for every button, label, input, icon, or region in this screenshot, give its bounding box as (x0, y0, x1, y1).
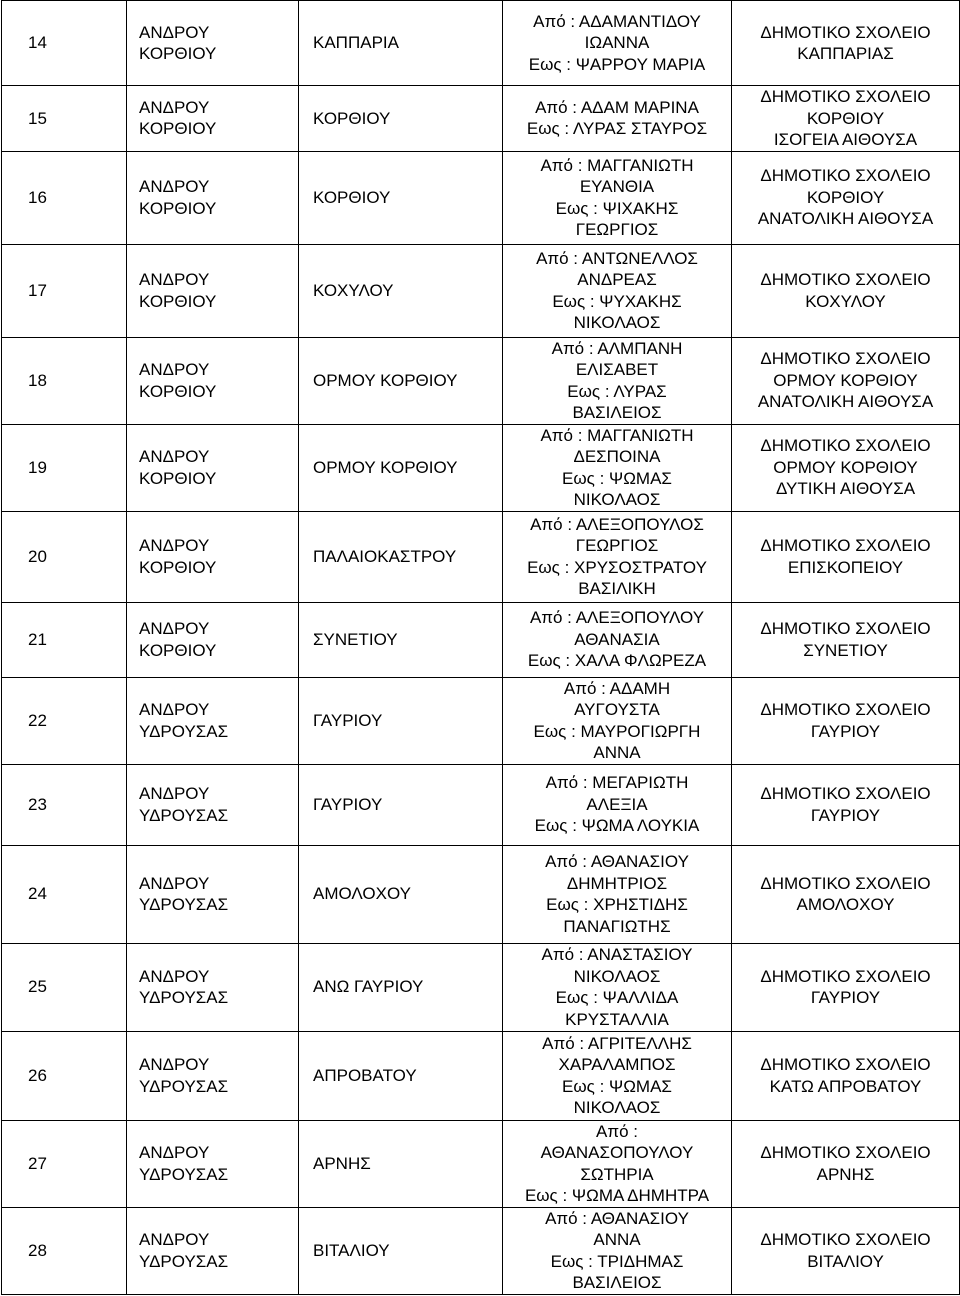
area-cell (299, 424, 503, 511)
polling-location-cell (732, 845, 960, 943)
polling-location-cell (732, 337, 960, 424)
surname-range-line: Από : ΑΓΡΙΤΕΛΛΗΣ (542, 1033, 692, 1053)
surname-range-cell (503, 244, 732, 337)
row-number: 14 (28, 33, 47, 53)
row-number: 26 (28, 1065, 47, 1085)
district-line: ΥΔΡΟΥΣΑΣ (139, 988, 229, 1007)
surname-range-line: Εως : ΨΙΧΑΚΗΣ (555, 198, 679, 218)
surname-range-line: Από : ΑΛΕΞΟΠΟΥΛΟΥ (529, 608, 705, 628)
surname-range-line: ΝΙΚΟΛΑΟΣ (573, 1098, 661, 1117)
area-name: ΟΡΜΟΥ ΚΟΡΘΙΟΥ (313, 457, 458, 477)
surname-range-line: ΒΑΣΙΛΙΚΗ (578, 579, 656, 598)
row-number-cell (2, 424, 127, 511)
row-number-cell (2, 1, 127, 86)
area-cell (299, 677, 503, 764)
row-number-cell (2, 943, 127, 1031)
district-line: ΚΟΡΘΙΟΥ (139, 291, 217, 311)
row-number-cell (2, 1207, 127, 1294)
area-cell (299, 151, 503, 244)
row-number: 19 (28, 457, 47, 477)
district-line: ΥΔΡΟΥΣΑΣ (139, 721, 229, 741)
surname-range-line: ΑΝΝΑ (593, 1230, 641, 1249)
table-row (2, 602, 960, 677)
polling-location-cell (732, 151, 960, 244)
surname-range-cell (503, 845, 732, 943)
district-cell (127, 943, 299, 1031)
row-number-cell (2, 1120, 127, 1207)
surname-range-line: ΚΡΥΣΤΑΛΛΙΑ (565, 1009, 669, 1029)
area-name: ΓΑΥΡΙΟΥ (313, 794, 383, 814)
surname-range-line: ΝΙΚΟΛΑΟΣ (573, 966, 661, 986)
polling-location-line: ΑΝΑΤΟΛΙΚΗ ΑΙΘΟΥΣΑ (757, 392, 934, 412)
district-line: ΑΝΔΡΟΥ (139, 700, 210, 719)
surname-range-line: Από : ΑΛΜΠΑΝΗ (551, 338, 683, 358)
row-number-cell (2, 764, 127, 845)
area-cell (299, 764, 503, 845)
table-row (2, 424, 960, 511)
polling-location-cell (732, 1207, 960, 1294)
surname-range-cell (503, 337, 732, 424)
table-row (2, 1, 960, 86)
surname-range-cell (503, 602, 732, 677)
polling-stations-table (1, 0, 960, 1295)
row-number: 24 (28, 884, 47, 904)
table-row (2, 845, 960, 943)
polling-location-line: ΑΝΑΤΟΛΙΚΗ ΑΙΘΟΥΣΑ (757, 209, 934, 229)
district-cell (127, 244, 299, 337)
row-number-cell (2, 511, 127, 602)
row-number: 23 (28, 794, 47, 814)
district-cell (127, 1031, 299, 1120)
surname-range-line: Εως : ΨΩΜΑ ΔΗΜΗΤΡΑ (524, 1186, 710, 1205)
area-name: ΑΝΩ ΓΑΥΡΙΟΥ (313, 977, 424, 997)
row-number: 18 (28, 370, 47, 390)
surname-range-line: ΑΝΝΑ (593, 743, 641, 762)
surname-range-cell (503, 151, 732, 244)
polling-location-cell (732, 1031, 960, 1120)
polling-location-line: ΔΗΜΟΤΙΚΟ ΣΧΟΛΕΙΟ (760, 619, 931, 638)
district-line: ΑΝΔΡΟΥ (139, 784, 210, 803)
surname-range-cell (503, 1, 732, 86)
district-line: ΑΝΔΡΟΥ (139, 447, 210, 466)
row-number: 27 (28, 1153, 47, 1173)
district-cell (127, 1, 299, 86)
surname-range-line: Εως : ΛΥΡΑΣ ΣΤΑΥΡΟΣ (526, 119, 708, 139)
area-cell (299, 602, 503, 677)
district-cell (127, 86, 299, 152)
surname-range-line: Εως : ΜΑΥΡΟΓΙΩΡΓΗ (533, 721, 701, 741)
area-cell (299, 1120, 503, 1207)
surname-range-line: ΑΛΕΞΙΑ (586, 794, 648, 814)
district-cell (127, 1120, 299, 1207)
area-cell (299, 1, 503, 86)
surname-range-line: ΒΑΣΙΛΕΙΟΣ (572, 1273, 662, 1292)
polling-location-cell (732, 1120, 960, 1207)
surname-range-line: Από : ΜΑΓΓΑΝΙΩΤΗ (540, 425, 694, 445)
table-row (2, 511, 960, 602)
polling-location-line: ΒΙΤΑΛΙΟΥ (807, 1251, 884, 1271)
area-cell (299, 1207, 503, 1294)
polling-location-cell (732, 677, 960, 764)
district-line: ΥΔΡΟΥΣΑΣ (139, 1076, 229, 1096)
polling-location-line: ΚΟΧΥΛΟΥ (805, 291, 886, 311)
surname-range-line: Εως : ΛΥΡΑΣ (567, 381, 667, 401)
polling-location-line: ΕΠΙΣΚΟΠΕΙΟΥ (787, 557, 904, 577)
area-name: ΚΟΡΘΙΟΥ (313, 187, 391, 207)
polling-location-cell (732, 244, 960, 337)
row-number-cell (2, 1031, 127, 1120)
district-line: ΑΝΔΡΟΥ (139, 270, 210, 289)
surname-range-cell (503, 677, 732, 764)
area-name: ΚΟΧΥΛΟΥ (313, 280, 394, 300)
polling-location-cell (732, 602, 960, 677)
surname-range-line: ΑΝΔΡΕΑΣ (577, 270, 657, 289)
area-cell (299, 244, 503, 337)
district-cell (127, 424, 299, 511)
district-line: ΥΔΡΟΥΣΑΣ (139, 1164, 229, 1184)
surname-range-line: Από : ΑΘΑΝΑΣΙΟΥ (545, 852, 689, 871)
surname-range-line: Από : ΑΔΑΜΗ (563, 678, 671, 698)
surname-range-line: Από : ΑΔΑΜ ΜΑΡΙΝΑ (535, 97, 699, 117)
surname-range-line: ΝΙΚΟΛΑΟΣ (573, 490, 661, 509)
row-number: 28 (28, 1240, 47, 1260)
polling-location-line: ΔΗΜΟΤΙΚΟ ΣΧΟΛΕΙΟ (760, 700, 931, 719)
area-name: ΣΥΝΕΤΙΟΥ (313, 629, 398, 649)
table-row (2, 1207, 960, 1294)
polling-location-line: ΔΗΜΟΤΙΚΟ ΣΧΟΛΕΙΟ (760, 1055, 931, 1074)
district-line: ΚΟΡΘΙΟΥ (139, 468, 217, 488)
table-row (2, 244, 960, 337)
row-number-cell (2, 244, 127, 337)
surname-range-line: ΑΘΑΝΑΣΙΑ (574, 629, 660, 649)
district-cell (127, 337, 299, 424)
surname-range-line: ΙΩΑΝΝΑ (584, 33, 650, 53)
polling-location-line: ΔΗΜΟΤΙΚΟ ΣΧΟΛΕΙΟ (760, 873, 931, 893)
district-line: ΑΝΔΡΟΥ (139, 1143, 210, 1162)
table-body (2, 1, 960, 1295)
row-number: 20 (28, 546, 47, 566)
surname-range-line: Εως : ΤΡΙΔΗΜΑΣ (550, 1251, 684, 1271)
surname-range-line: Από : ΜΕΓΑΡΙΩΤΗ (545, 773, 689, 793)
polling-location-line: ΔΗΜΟΤΙΚΟ ΣΧΟΛΕΙΟ (760, 784, 931, 803)
row-number: 21 (28, 629, 47, 649)
area-name: ΑΠΡΟΒΑΤΟΥ (313, 1065, 417, 1085)
polling-location-line: ΔΗΜΟΤΙΚΟ ΣΧΟΛΕΙΟ (760, 1143, 931, 1162)
row-number-cell (2, 151, 127, 244)
polling-location-line: ΚΟΡΘΙΟΥ (806, 108, 885, 128)
district-line: ΑΝΔΡΟΥ (139, 619, 210, 638)
polling-location-line: ΓΑΥΡΙΟΥ (810, 988, 881, 1007)
surname-range-cell (503, 511, 732, 602)
polling-location-line: ΓΑΥΡΙΟΥ (810, 805, 881, 825)
polling-location-line: ΔΗΜΟΤΙΚΟ ΣΧΟΛΕΙΟ (760, 1230, 931, 1249)
surname-range-line: Από : (596, 1121, 638, 1141)
district-cell (127, 151, 299, 244)
row-number-cell (2, 602, 127, 677)
table-row (2, 943, 960, 1031)
surname-range-line: ΑΥΓΟΥΣΤΑ (574, 700, 660, 719)
surname-range-cell (503, 764, 732, 845)
polling-location-line: ΑΜΟΛΟΧΟΥ (796, 895, 895, 914)
area-cell (299, 845, 503, 943)
row-number: 15 (28, 108, 47, 128)
surname-range-line: Εως : ΨΥΧΑΚΗΣ (552, 291, 682, 311)
district-line: ΑΝΔΡΟΥ (139, 22, 210, 42)
area-cell (299, 1031, 503, 1120)
polling-location-line: ΔΗΜΟΤΙΚΟ ΣΧΟΛΕΙΟ (760, 436, 931, 456)
district-cell (127, 845, 299, 943)
surname-range-line: ΝΙΚΟΛΑΟΣ (573, 313, 661, 332)
surname-range-line: Εως : ΨΩΜΑΣ (562, 468, 672, 488)
area-name: ΒΙΤΑΛΙΟΥ (313, 1240, 390, 1260)
polling-location-cell (732, 86, 960, 152)
table-row (2, 1031, 960, 1120)
district-line: ΚΟΡΘΙΟΥ (139, 44, 217, 63)
row-number-cell (2, 86, 127, 152)
area-name: ΑΜΟΛΟΧΟΥ (313, 884, 411, 904)
polling-location-line: ΑΡΝΗΣ (816, 1164, 875, 1184)
table-row (2, 1120, 960, 1207)
surname-range-cell (503, 943, 732, 1031)
area-name: ΠΑΛΑΙΟΚΑΣΤΡΟΥ (313, 546, 457, 566)
surname-range-line: Από : ΑΝΑΣΤΑΣΙΟΥ (541, 945, 693, 964)
area-name: ΑΡΝΗΣ (313, 1153, 371, 1173)
surname-range-line: ΓΕΩΡΓΙΟΣ (575, 220, 659, 239)
surname-range-line: ΧΑΡΑΛΑΜΠΟΣ (558, 1055, 676, 1074)
row-number: 16 (28, 187, 47, 207)
district-cell (127, 764, 299, 845)
table-row (2, 337, 960, 424)
polling-location-cell (732, 424, 960, 511)
polling-location-line: ΔΗΜΟΤΙΚΟ ΣΧΟΛΕΙΟ (760, 966, 931, 986)
surname-range-line: Εως : ΧΑΛΑ ΦΛΩΡΕΖΑ (527, 651, 707, 671)
surname-range-line: ΔΗΜΗΤΡΙΟΣ (566, 873, 668, 893)
polling-location-line: ΟΡΜΟΥ ΚΟΡΘΙΟΥ (773, 457, 918, 477)
district-cell (127, 511, 299, 602)
area-name: ΓΑΥΡΙΟΥ (313, 710, 383, 730)
row-number: 25 (28, 977, 47, 997)
polling-location-line: ΚΑΠΠΑΡΙΑΣ (797, 44, 894, 63)
district-line: ΑΝΔΡΟΥ (139, 97, 210, 117)
surname-range-line: ΣΩΤΗΡΙΑ (580, 1164, 654, 1184)
row-number-cell (2, 337, 127, 424)
district-cell (127, 1207, 299, 1294)
polling-location-line: ΔΗΜΟΤΙΚΟ ΣΧΟΛΕΙΟ (760, 349, 931, 369)
table-row (2, 151, 960, 244)
surname-range-line: Από : ΑΘΑΝΑΣΙΟΥ (545, 1208, 689, 1228)
polling-location-line: ΔΗΜΟΤΙΚΟ ΣΧΟΛΕΙΟ (760, 536, 931, 555)
polling-location-line: ΣΥΝΕΤΙΟΥ (803, 640, 888, 660)
row-number-cell (2, 677, 127, 764)
district-line: ΚΟΡΘΙΟΥ (139, 198, 217, 218)
table-row (2, 764, 960, 845)
table-row (2, 86, 960, 152)
polling-location-line: ΔΗΜΟΤΙΚΟ ΣΧΟΛΕΙΟ (760, 87, 931, 106)
area-cell (299, 511, 503, 602)
polling-location-cell (732, 1, 960, 86)
surname-range-line: Από : ΑΛΕΞΟΠΟΥΛΟΣ (530, 514, 704, 534)
district-line: ΚΟΡΘΙΟΥ (139, 381, 217, 401)
district-line: ΚΟΡΘΙΟΥ (139, 557, 217, 577)
district-line: ΑΝΔΡΟΥ (139, 873, 210, 893)
district-line: ΑΝΔΡΟΥ (139, 966, 210, 986)
surname-range-line: Εως : ΨΩΜΑΣ (562, 1076, 672, 1096)
district-line: ΑΝΔΡΟΥ (139, 536, 210, 555)
surname-range-line: Εως : ΨΑΡΡΟΥ ΜΑΡΙΑ (528, 54, 706, 74)
polling-location-line: ΔΗΜΟΤΙΚΟ ΣΧΟΛΕΙΟ (760, 22, 931, 42)
district-line: ΑΝΔΡΟΥ (139, 177, 210, 196)
area-cell (299, 86, 503, 152)
area-cell (299, 337, 503, 424)
surname-range-line: ΠΑΝΑΓΙΩΤΗΣ (563, 916, 671, 936)
district-cell (127, 677, 299, 764)
surname-range-line: ΕΥΑΝΘΙΑ (579, 177, 655, 196)
row-number-cell (2, 845, 127, 943)
surname-range-line: Εως : ΧΡΗΣΤΙΔΗΣ (546, 895, 688, 914)
polling-location-line: ΔΗΜΟΤΙΚΟ ΣΧΟΛΕΙΟ (760, 270, 931, 289)
polling-location-line: ΚΑΤΩ ΑΠΡΟΒΑΤΟΥ (769, 1076, 922, 1096)
polling-location-cell (732, 511, 960, 602)
surname-range-line: Από : ΑΔΑΜΑΝΤΙΔΟΥ (533, 11, 701, 31)
polling-location-line: ΓΑΥΡΙΟΥ (810, 721, 881, 741)
area-cell (299, 943, 503, 1031)
surname-range-line: Από : ΑΝΤΩΝΕΛΛΟΣ (536, 248, 698, 268)
area-name: ΚΑΠΠΑΡΙΑ (313, 33, 399, 53)
polling-location-cell (732, 943, 960, 1031)
area-name: ΟΡΜΟΥ ΚΟΡΘΙΟΥ (313, 370, 458, 390)
surname-range-cell (503, 86, 732, 152)
district-cell (127, 602, 299, 677)
surname-range-cell (503, 1031, 732, 1120)
surname-range-line: Από : ΜΑΓΓΑΝΙΩΤΗ (540, 155, 694, 175)
surname-range-line: Εως : ΧΡΥΣΟΣΤΡΑΤΟΥ (527, 557, 707, 577)
surname-range-line: ΓΕΩΡΓΙΟΣ (575, 536, 659, 555)
district-line: ΚΟΡΘΙΟΥ (139, 640, 217, 660)
surname-range-cell (503, 1120, 732, 1207)
district-line: ΥΔΡΟΥΣΑΣ (139, 895, 229, 914)
district-line: ΥΔΡΟΥΣΑΣ (139, 805, 229, 825)
surname-range-line: ΔΕΣΠΟΙΝΑ (573, 447, 661, 466)
polling-location-line: ΔΗΜΟΤΙΚΟ ΣΧΟΛΕΙΟ (760, 166, 931, 186)
table-row (2, 677, 960, 764)
surname-range-line: ΑΘΑΝΑΣΟΠΟΥΛΟΥ (540, 1143, 694, 1162)
district-line: ΥΔΡΟΥΣΑΣ (139, 1251, 229, 1271)
surname-range-line: ΕΛΙΣΑΒΕΤ (575, 360, 659, 379)
district-line: ΑΝΔΡΟΥ (139, 1230, 210, 1249)
row-number: 17 (28, 280, 47, 300)
surname-range-line: Εως : ΨΑΛΛΙΔΑ (555, 988, 679, 1007)
surname-range-line: ΒΑΣΙΛΕΙΟΣ (572, 403, 662, 422)
polling-location-line: ΙΣΟΓΕΙΑ ΑΙΘΟΥΣΑ (773, 130, 918, 149)
district-line: ΑΝΔΡΟΥ (139, 360, 210, 379)
polling-location-line: ΟΡΜΟΥ ΚΟΡΘΙΟΥ (773, 370, 918, 390)
district-line: ΚΟΡΘΙΟΥ (139, 119, 217, 139)
surname-range-cell (503, 1207, 732, 1294)
polling-location-cell (732, 764, 960, 845)
polling-location-line: ΚΟΡΘΙΟΥ (806, 187, 885, 207)
district-line: ΑΝΔΡΟΥ (139, 1055, 210, 1074)
area-name: ΚΟΡΘΙΟΥ (313, 108, 391, 128)
surname-range-cell (503, 424, 732, 511)
surname-range-line: Εως : ΨΩΜΑ ΛΟΥΚΙΑ (534, 816, 700, 836)
polling-location-line: ΔΥΤΙΚΗ ΑΙΘΟΥΣΑ (775, 479, 916, 499)
row-number: 22 (28, 710, 47, 730)
